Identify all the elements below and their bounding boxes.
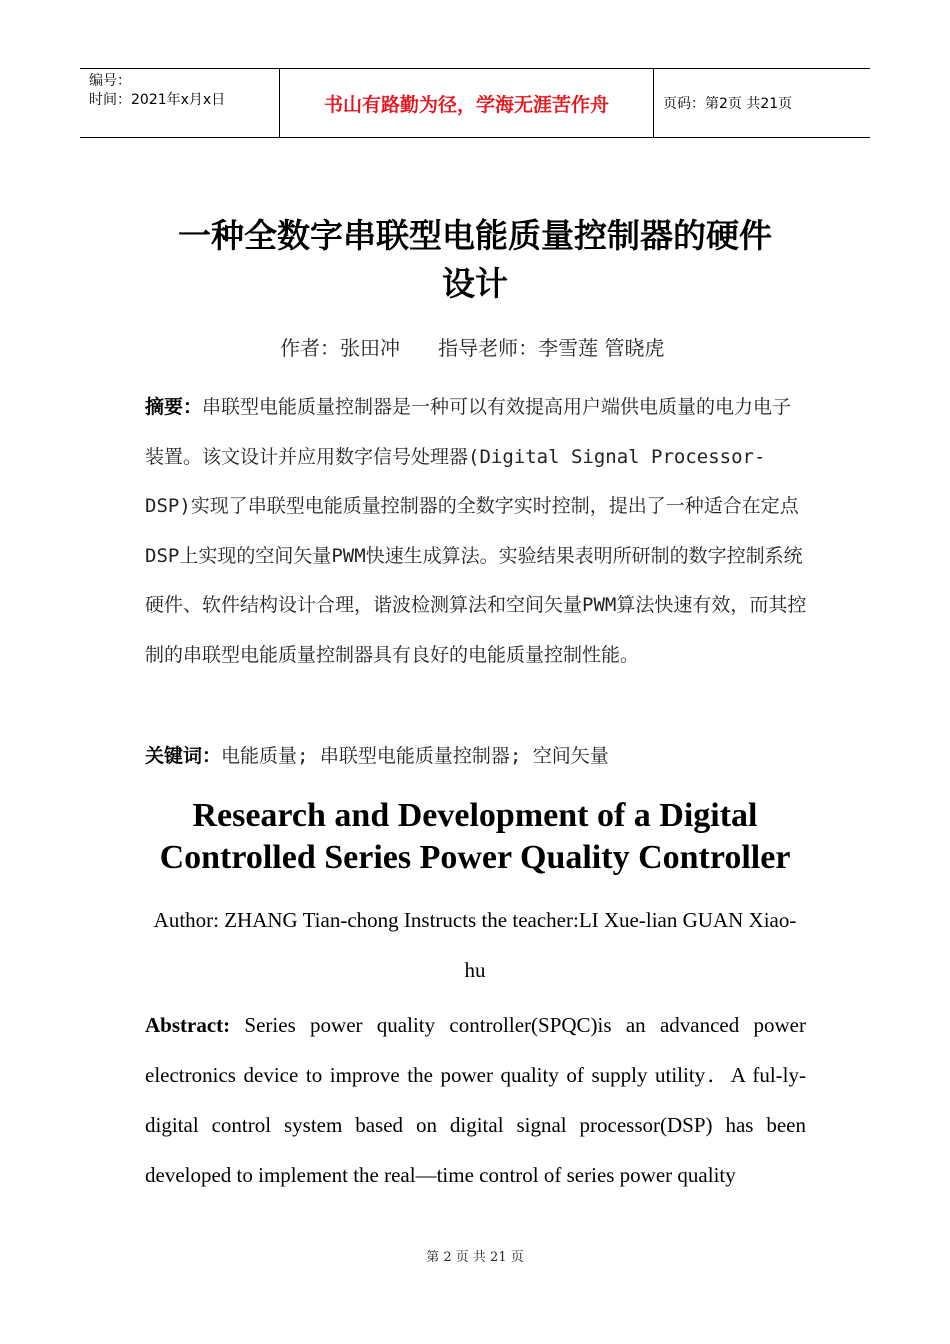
english-abstract (145, 1000, 806, 1200)
chinese-title-line-1: 一种全数字串联型电能质量控制器的硬件 (178, 216, 772, 255)
chinese-keywords-label: 关键词： (145, 745, 222, 767)
english-title-line-1: Research and Development of a Digital (192, 797, 758, 834)
english-title-line-2: Controlled Series Power Quality Controller (159, 839, 791, 876)
chinese-abstract-text: 串联型电能质量控制器是一种可以有效提高用户端供电质量的电力电子装置。该文设计并应用数字信号处理器(Digital Signal Processor-DSP)实现了串联型电能质量控制器的全数字实时控制，提出了一种适合在定点DSP上实现的空间矢量PWM快速生成算法。实验结果表明所研制的数字控制系统硬件、软件结构设计合理，谐波检测算法和空间矢量PWM算法快速有效，而其控制的串联型电能质量控制器具有良好的电能质量控制性能。 (145, 396, 807, 666)
number-label: 编号： (89, 73, 131, 89)
english-abstract-text: Series power quality controller(SPQC)is an advanced power electronics device to improve the power quality of supply utility．A ful-ly-digital control system based on digital signal processor(DSP) has been developed to implement the real—time control of series power quality (145, 1013, 806, 1187)
chinese-keywords-text: 电能质量; 串联型电能质量控制器; 空间矢量 (221, 745, 609, 767)
chinese-author-line: 作者：张田冲 指导老师：李雪莲 管晓虎 (280, 336, 665, 360)
chinese-abstract (145, 383, 810, 681)
chinese-abstract-label: 摘要： (145, 396, 203, 418)
english-author-line: Author: ZHANG Tian-chong Instructs the teacher:LI Xue-lian GUAN Xiao-hu (153, 908, 797, 982)
english-abstract-label: Abstract: (145, 1013, 231, 1037)
english-title (80, 795, 870, 879)
header-meta-cell (80, 69, 280, 137)
header-motto: 书山有路勤为径，学海无涯苦作舟 (280, 69, 654, 137)
chinese-title-line-2: 设计 (442, 264, 508, 303)
chinese-title (80, 212, 870, 308)
header-page-info: 页码：第2页 共21页 (663, 96, 793, 112)
page-footer: 第 2 页 共 21 页 (426, 1250, 524, 1265)
time-label: 时间：2021年x月x日 (89, 92, 226, 108)
header-table (80, 68, 870, 138)
chinese-keywords (145, 740, 609, 772)
